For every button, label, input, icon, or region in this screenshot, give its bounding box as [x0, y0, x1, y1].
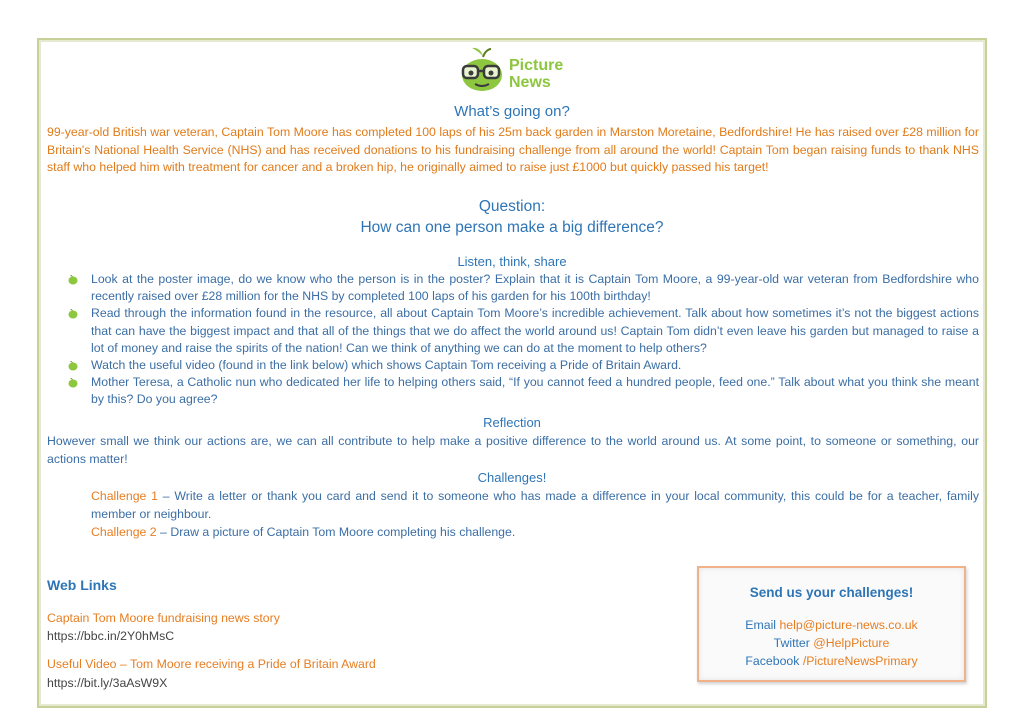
challenge-2-label: Challenge 2: [91, 525, 157, 539]
twitter-label: Twitter: [773, 636, 814, 650]
challenge-1: [91, 488, 979, 523]
listen-think-share-heading: Listen, think, share: [457, 254, 567, 269]
news-story-link-title[interactable]: Captain Tom Moore fundraising news story: [47, 611, 280, 625]
list-item: [68, 357, 979, 374]
apple-glasses-icon: [458, 44, 508, 94]
email-link[interactable]: help@picture-news.co.uk: [779, 618, 918, 632]
challenge-2: [91, 524, 979, 542]
news-story-link-url[interactable]: https://bbc.in/2Y0hMsC: [47, 629, 175, 643]
list-item: [68, 305, 979, 357]
facebook-line: [699, 654, 964, 668]
logo-line2: News: [509, 74, 551, 91]
list-item-text: Watch the useful video (found in the link below) which shows Captain Tom receiving a Pride of Britain Award.: [91, 358, 682, 373]
challenge-2-text: – Draw a picture of Captain Tom Moore completing his challenge.: [156, 525, 516, 539]
reflection-heading: Reflection: [483, 415, 541, 430]
video-link-title[interactable]: Useful Video – Tom Moore receiving a Pride of Britain Award: [47, 657, 376, 671]
video-link-url[interactable]: https://bit.ly/3aAsW9X: [47, 676, 168, 690]
email-line: [699, 618, 964, 632]
question-label: Question:: [478, 198, 546, 215]
email-label: Email: [745, 618, 780, 632]
send-challenges-title: Send us your challenges!: [749, 585, 914, 600]
whats-going-on-heading: What’s going on?: [454, 103, 570, 120]
apple-bullet-icon: [68, 308, 78, 319]
twitter-handle[interactable]: @HelpPicture: [813, 636, 890, 650]
facebook-page[interactable]: /PictureNewsPrimary: [802, 654, 918, 668]
apple-bullet-icon: [68, 377, 78, 388]
intro-paragraph: 99-year-old British war veteran, Captain Tom Moore has completed 100 laps of his 25m back garden in Marston Moretaine, Bedfordshire! He has raised over £28 million for Britain's National Health Service (NHS) and has received donations to his fundraising challenge from all around the world! Captain Tom began raising funds to thank NHS staff who helped him with treatment for cancer and a broken hip, he originally aimed to raise just £1000 but quickly passed his target!: [47, 125, 979, 174]
discussion-list: [68, 271, 979, 409]
picture-news-logo: [458, 44, 578, 96]
logo-line1: Picture: [509, 57, 564, 74]
apple-bullet-icon: [68, 274, 78, 285]
send-challenges-box: [697, 566, 966, 682]
apple-bullet-icon: [68, 360, 78, 371]
challenge-1-text: – Write a letter or thank you card and send it to someone who has made a difference in your local community, this could be for a teacher, family member or neighbour.: [91, 489, 979, 521]
facebook-label: Facebook: [745, 654, 803, 668]
web-links-heading: Web Links: [47, 577, 117, 593]
list-item-text: Look at the poster image, do we know who the person is in the poster? Explain that it is Captain Tom Moore, a 99-year-old war veteran from Bedfordshire who recently raised over £28 million for the NHS by completed 100 laps of his garden for his 100th birthday!: [91, 272, 979, 304]
reflection-paragraph: However small we think our actions are, we can all contribute to help make a positive difference to the world around us. At some point, to someone or something, our actions matter!: [47, 434, 979, 466]
challenge-1-label: Challenge 1: [91, 489, 159, 503]
twitter-line: [699, 636, 964, 650]
list-item: [68, 374, 979, 408]
question-text: How can one person make a big difference?: [360, 219, 664, 236]
logo-wordmark: [509, 57, 563, 91]
list-item-text: Read through the information found in the resource, all about Captain Tom Moore’s incredible achievement. Talk about how sometimes it’s not the biggest actions that can have the biggest impact and that all of the things that we do affect the world around us! Captain Tom didn’t even leave his garden but managed to raise a lot of money and raise the spirits of the nation! Can we think of anything we can do at the moment to help others?: [91, 306, 979, 355]
challenges-heading: Challenges!: [477, 470, 547, 485]
list-item: [68, 271, 979, 305]
list-item-text: Mother Teresa, a Catholic nun who dedicated her life to helping others said, “If you cannot feed a hundred people, feed one.” Talk about what you think she meant by this? Do you agree?: [91, 375, 979, 407]
